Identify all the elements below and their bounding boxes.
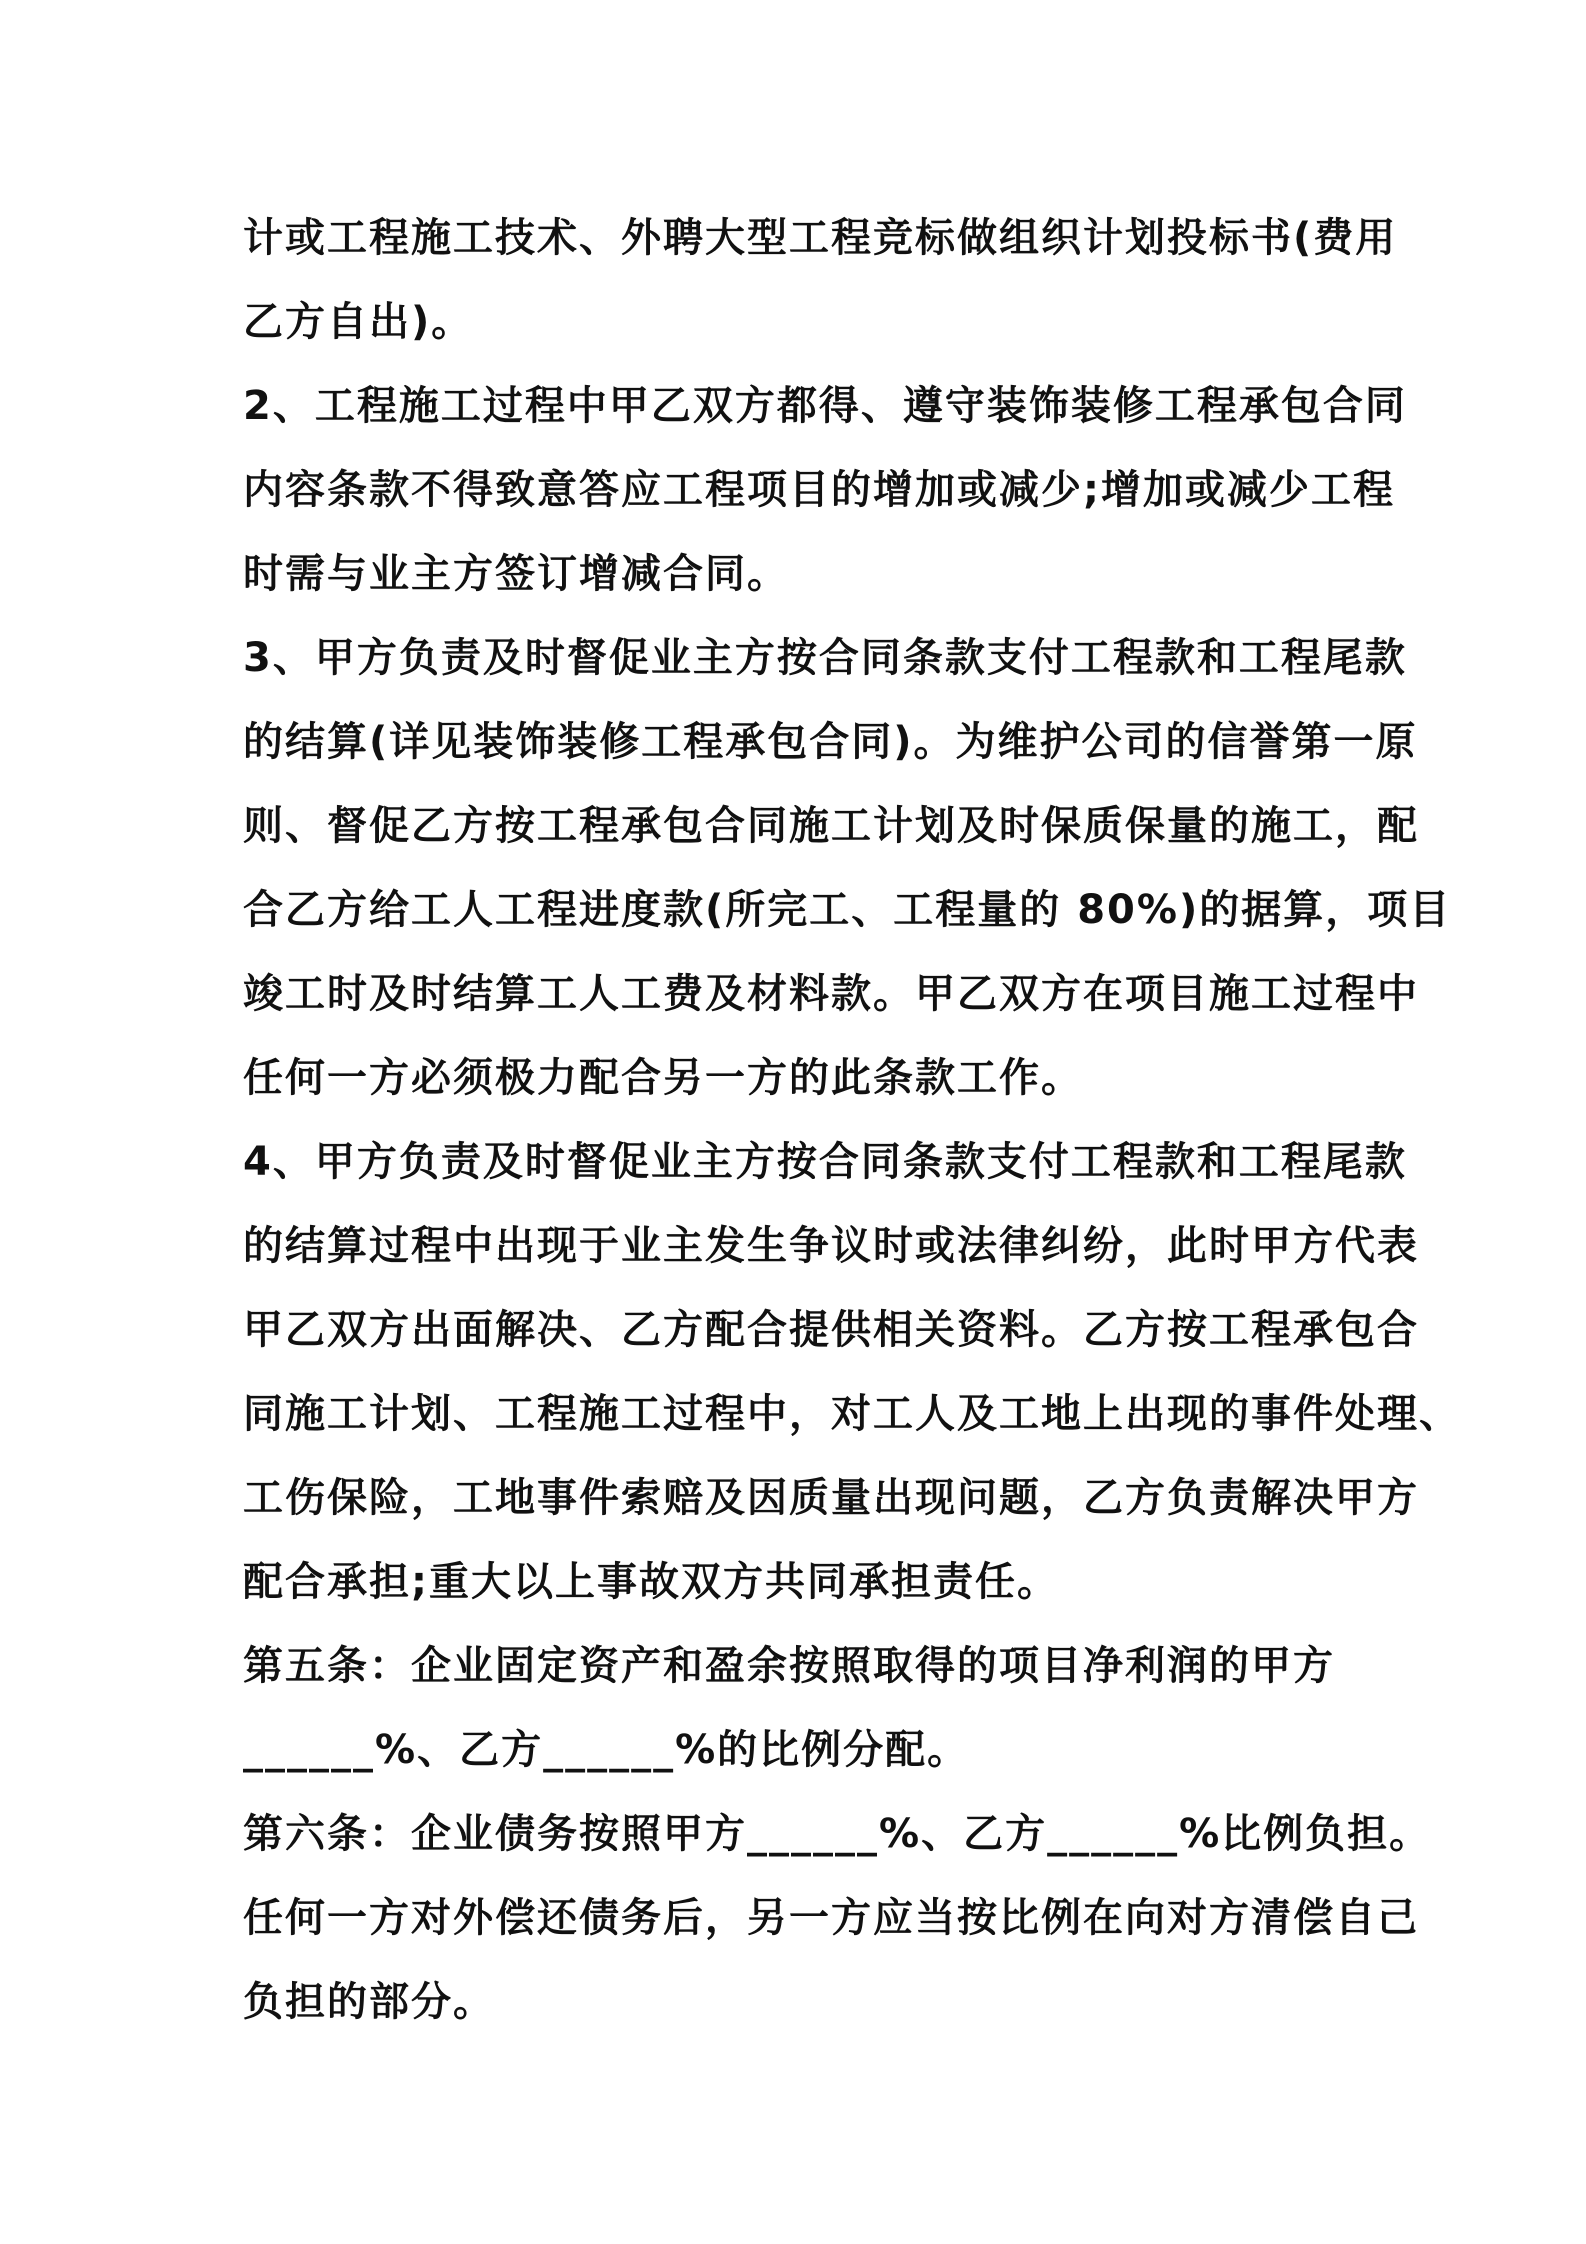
text-line: 同施工计划、工程施工过程中，对工人及工地上出现的事件处理、: [243, 1391, 1461, 1437]
text-line: 工伤保险，工地事件索赔及因质量出现问题，乙方负责解决甲方: [243, 1475, 1419, 1521]
text-line: 4、甲方负责及时督促业主方按合同条款支付工程款和工程尾款: [243, 1139, 1407, 1185]
text-line: 则、督促乙方按工程承包合同施工计划及时保质保量的施工，配: [243, 803, 1419, 849]
text-line: 配合承担;重大以上事故双方共同承担责任。: [243, 1559, 1059, 1605]
text-line: 竣工时及时结算工人工费及材料款。甲乙双方在项目施工过程中: [243, 971, 1419, 1017]
text-line: 第五条：企业固定资产和盈余按照取得的项目净利润的甲方: [243, 1643, 1335, 1689]
text-line: 合乙方给工人工程进度款(所完工、工程量的 80%)的据算，项目: [243, 887, 1452, 933]
text-line: 3、甲方负责及时督促业主方按合同条款支付工程款和工程尾款: [243, 635, 1407, 681]
text-line: 时需与业主方签订增减合同。: [243, 551, 789, 597]
text-line: 的结算过程中出现于业主发生争议时或法律纠纷，此时甲方代表: [243, 1223, 1419, 1269]
text-line: 任何一方必须极力配合另一方的此条款工作。: [243, 1055, 1083, 1101]
text-line: 乙方自出)。: [243, 299, 474, 345]
document-body: [243, 196, 1461, 2044]
text-line: 2、工程施工过程中甲乙双方都得、遵守装饰装修工程承包合同: [243, 383, 1407, 429]
text-line: 任何一方对外偿还债务后，另一方应当按比例在向对方清偿自己: [243, 1895, 1419, 1941]
text-line: 负担的部分。: [243, 1979, 495, 2025]
text-line: 计或工程施工技术、外聘大型工程竞标做组织计划投标书(费用: [243, 215, 1398, 261]
text-line: 的结算(详见装饰装修工程承包合同)。为维护公司的信誉第一原: [243, 719, 1418, 765]
text-line: 内容条款不得致意答应工程项目的增加或减少;增加或减少工程: [243, 467, 1395, 513]
text-line: ______%、乙方______%的比例分配。: [243, 1727, 970, 1773]
text-line: 甲乙双方出面解决、乙方配合提供相关资料。乙方按工程承包合: [243, 1307, 1419, 1353]
text-line: 第六条：企业债务按照甲方______%、乙方______%比例负担。: [243, 1811, 1432, 1857]
